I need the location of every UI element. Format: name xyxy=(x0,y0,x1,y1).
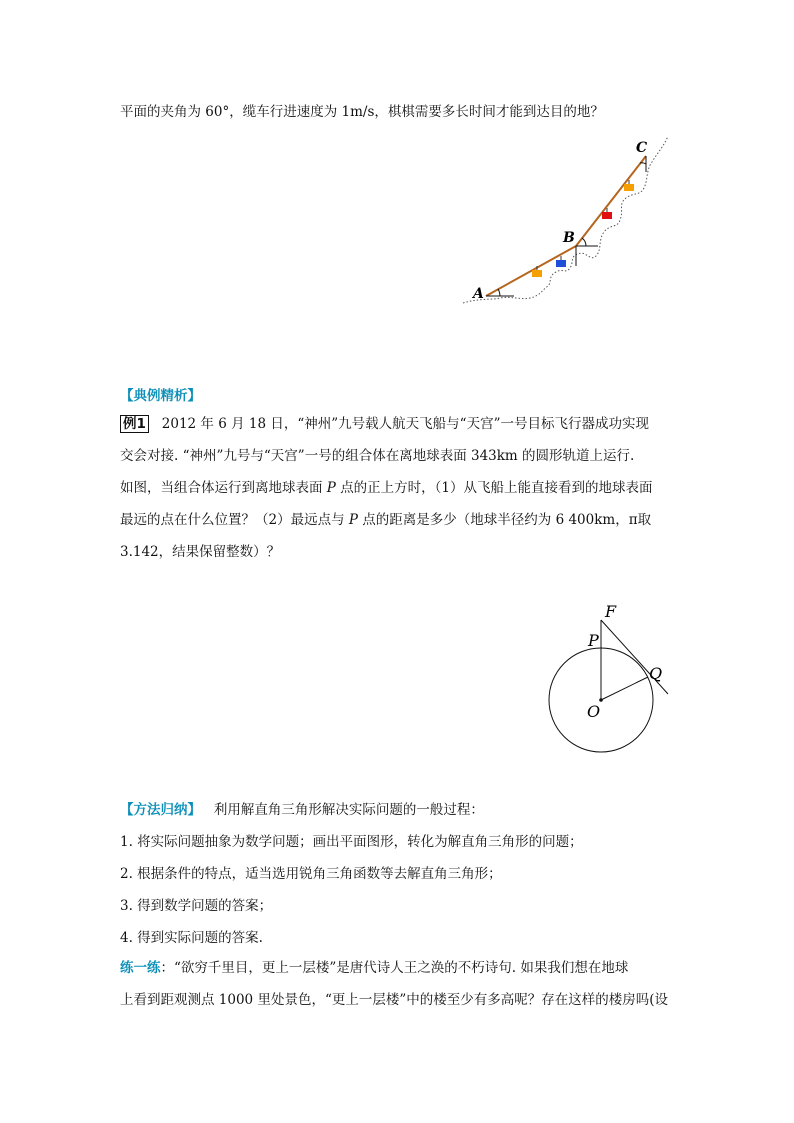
method-heading: 【方法归纳】 xyxy=(120,802,201,818)
method-step-1: 1. 将实际问题抽象为数学问题；画出平面图形，转化为解直角三角形的问题； xyxy=(120,834,583,850)
label-b: B xyxy=(563,230,575,246)
example-heading: 【典例精析】 xyxy=(120,388,201,404)
practice-label: 练一练 xyxy=(120,960,161,976)
method-step-4: 4. 得到实际问题的答案. xyxy=(120,930,263,946)
intro-text: 平面的夹角为 60°，缆车行进速度为 1m/s，棋棋需要多长时间才能到达目的地？ xyxy=(120,104,604,120)
example-tag: 例1 xyxy=(120,415,149,433)
method-intro: 利用解直角三角形解决实际问题的一般过程： xyxy=(213,802,484,818)
label-o: O xyxy=(587,702,601,721)
line-oq xyxy=(601,677,648,700)
example-line-3: 如图，当组合体运行到离地球表面 P 点的正上方时，（1）从飞船上能直接看到的地球表面 xyxy=(120,480,653,496)
method-header-line xyxy=(120,800,484,820)
practice-line-1 xyxy=(120,958,628,978)
method-step-3: 3. 得到数学问题的答案； xyxy=(120,898,273,914)
label-c: C xyxy=(636,140,648,156)
practice-text-1: ：“欲穷千里目，更上一层楼”是唐代诗人王之涣的不朽诗句. 如果我们想在地球 xyxy=(160,960,629,976)
label-a: A xyxy=(473,286,484,302)
label-f: F xyxy=(605,602,617,621)
example-line-5: 3.142，结果保留整数）？ xyxy=(120,544,281,560)
practice-line-2: 上看到距观测点 1000 里处景色，“更上一层楼”中的楼至少有多高呢？存在这样的楼房吗(设 xyxy=(120,992,669,1008)
var-p-2: P xyxy=(348,512,358,528)
var-p-1: P xyxy=(326,480,336,496)
label-p: P xyxy=(588,631,599,650)
example-line-2: 交会对接. “神州”九号与“天宫”一号的组合体在离地球表面 343km 的圆形轨道上运行. xyxy=(120,448,635,464)
label-q: Q xyxy=(649,664,663,683)
example-text-1: 2012 年 6 月 18 日，“神州”九号载人航天飞船与“天宫”一号目标飞行器成功实现 xyxy=(161,416,649,432)
example-line-4: 最远的点在什么位置？（2）最远点与 P 点的距离是多少（地球半径约为 6 400km，π取 xyxy=(120,512,652,528)
method-step-2: 2. 根据条件的特点，适当选用锐角三角函数等去解直角三角形； xyxy=(120,866,502,882)
